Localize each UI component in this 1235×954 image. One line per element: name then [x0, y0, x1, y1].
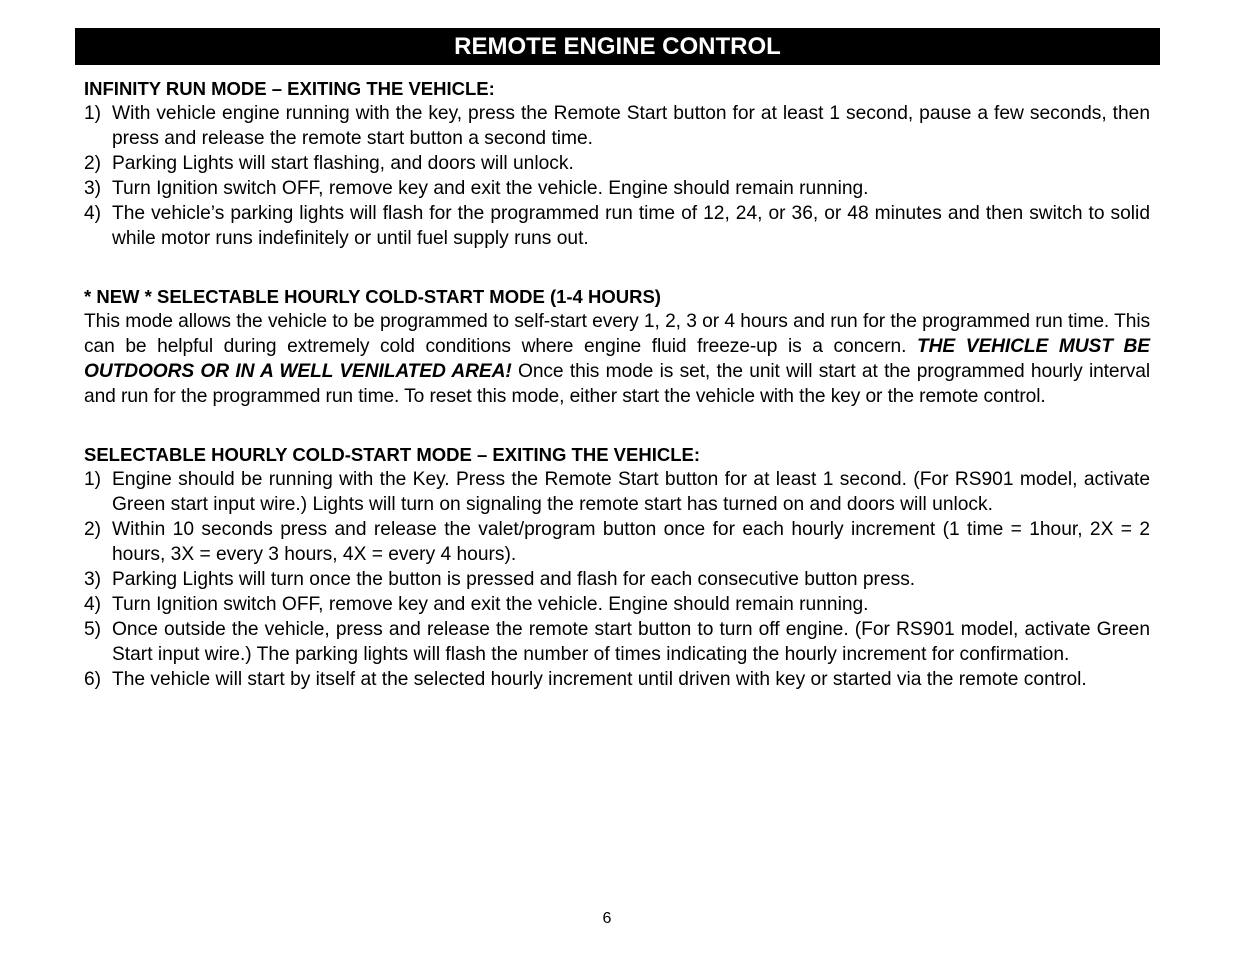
- hourly-mode-description: [84, 309, 1150, 409]
- section-heading-hourly-exit: SELECTABLE HOURLY COLD-START MODE – EXITING THE VEHICLE:: [84, 444, 701, 465]
- step-number: 4): [84, 594, 102, 615]
- page-number: 6: [602, 910, 612, 927]
- section-spacer: [84, 409, 1150, 442]
- step-text: The vehicle’s parking lights will flash for the programmed run time of 12, 24, or 36, or 48 minutes and then switch to solid while motor runs indefinitely or until fuel supply runs out.: [112, 203, 1150, 249]
- step-text: Parking Lights will turn once the button is pressed and flash for each consecutive button press.: [112, 569, 916, 590]
- step-text: Within 10 seconds press and release the valet/program button once for each hourly increment (1 time = 1hour, 2X = 2 hours, 3X = every 3 hours, 4X = every 4 hours).: [112, 519, 1150, 565]
- list-item: [84, 201, 1150, 251]
- list-item: [84, 592, 1150, 617]
- step-text: Engine should be running with the Key. Press the Remote Start button for at least 1 second. (For RS901 model, activate Green start input wire.) Lights will turn on signaling the remote start has turned on and doors will unlock.: [112, 469, 1150, 515]
- step-number: 5): [84, 619, 102, 640]
- step-number: 2): [84, 519, 102, 540]
- step-text: Turn Ignition switch OFF, remove key and exit the vehicle. Engine should remain running.: [112, 594, 869, 615]
- step-number: 1): [84, 103, 102, 124]
- description-text-cont: Once this mode is set, the unit will start at the programmed hourly interval and run for the programmed run time. To reset this mode, either start the vehicle with the key or the remote control.: [84, 361, 1150, 407]
- step-number: 3): [84, 569, 102, 590]
- infinity-run-steps: [84, 101, 1150, 251]
- page-title: REMOTE ENGINE CONTROL: [75, 28, 1160, 65]
- list-item: [84, 617, 1150, 667]
- hourly-exit-steps: [84, 467, 1150, 692]
- step-number: 6): [84, 669, 102, 690]
- step-text: With vehicle engine running with the key, press the Remote Start button for at least 1 second, pause a few seconds, then press and release the remote start button a second time.: [112, 103, 1150, 149]
- list-item: [84, 101, 1150, 151]
- document-body: [84, 76, 1150, 692]
- step-number: 3): [84, 178, 102, 199]
- list-item: [84, 467, 1150, 517]
- step-number: 4): [84, 203, 102, 224]
- list-item: [84, 151, 1150, 176]
- section-heading-infinity-run: INFINITY RUN MODE – EXITING THE VEHICLE:: [84, 78, 495, 99]
- step-text: The vehicle will start by itself at the selected hourly increment until driven with key or started via the remote control.: [112, 669, 1087, 690]
- description-text: This mode allows the vehicle to be programmed to self-start every 1, 2, 3 or 4 hours and run for the programmed run time. This can be helpful during extremely cold conditions where engine fluid freeze-up is a concern.: [84, 311, 1150, 357]
- list-item: [84, 567, 1150, 592]
- list-item: [84, 667, 1150, 692]
- section-spacer: [84, 251, 1150, 284]
- list-item: [84, 517, 1150, 567]
- step-text: Turn Ignition switch OFF, remove key and exit the vehicle. Engine should remain running.: [112, 178, 869, 199]
- list-item: [84, 176, 1150, 201]
- step-number: 1): [84, 469, 102, 490]
- section-heading-hourly-mode: * NEW * SELECTABLE HOURLY COLD-START MODE (1-4 HOURS): [84, 286, 661, 307]
- step-text: Once outside the vehicle, press and release the remote start button to turn off engine. (For RS901 model, activate Green Start input wire.) The parking lights will flash the number of times indicating the hourly increment for confirmation.: [112, 619, 1150, 665]
- step-number: 2): [84, 153, 102, 174]
- safety-warning: THE VEHICLE MUST BE OUTDOORS OR IN A WELL VENILATED AREA!: [84, 336, 1151, 382]
- step-text: Parking Lights will start flashing, and doors will unlock.: [112, 153, 574, 174]
